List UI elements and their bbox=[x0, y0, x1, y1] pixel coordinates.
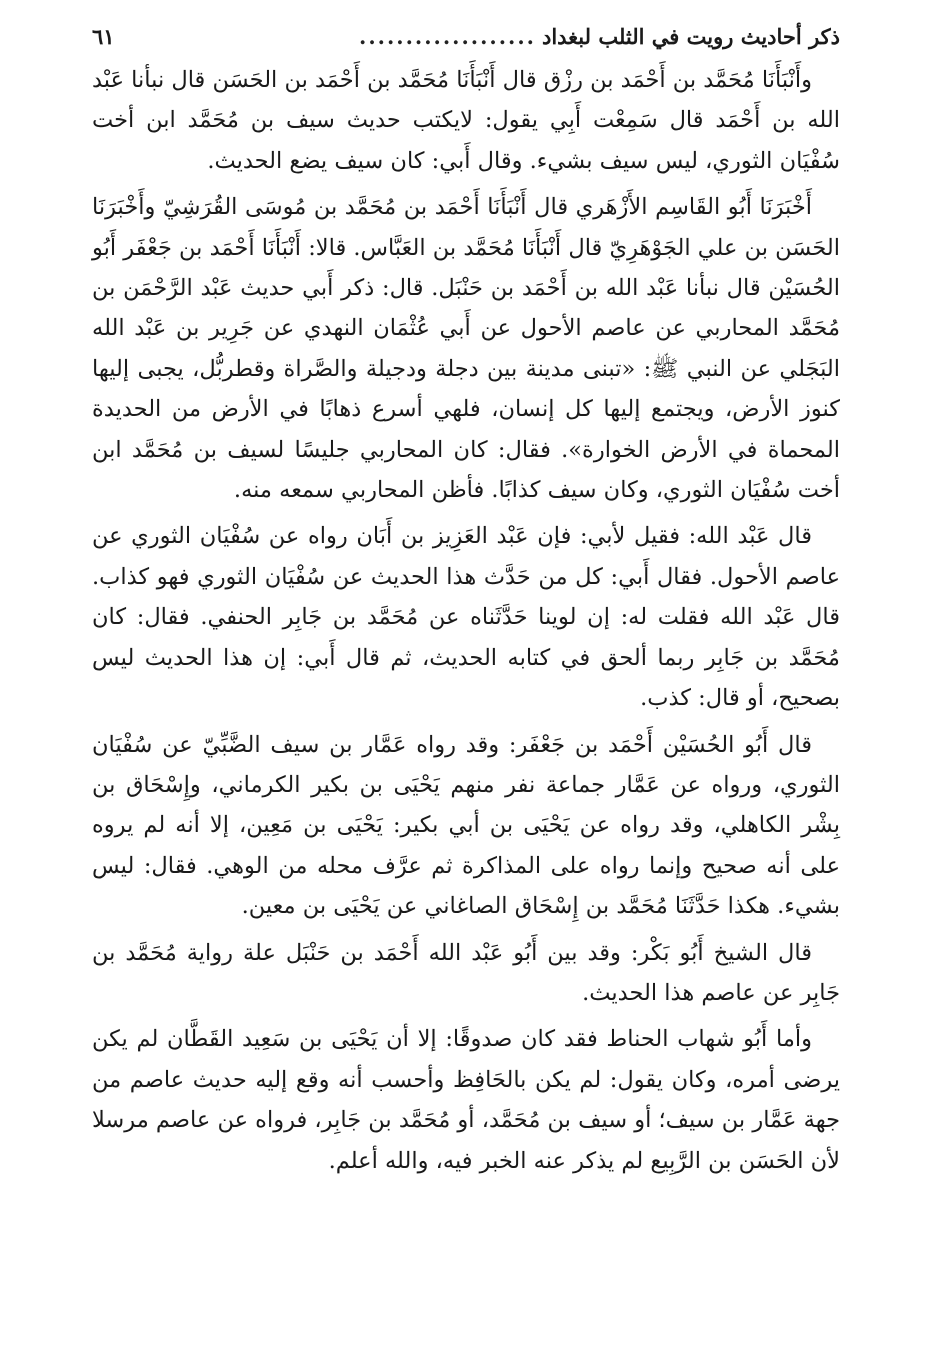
paragraph-2: أَخْبَرَنَا أَبُو القَاسِم الأَزْهَري قال أَنْبَأَنَا أَحْمَد بن مُحَمَّد بن مُوسَى القُرَشِيّ وأَخْبَرَنَا الحَسَن بن علي الجَوْهَرِيّ قال أَنْبَأَنَا مُحَمَّد بن العَبَّاس. قالا: أَنْبَأَنَا أَحْمَد بن جَعْفَر أَبُو الحُسَيْن قال نبأنا عَبْد الله بن أَحْمَد بن حَنْبَل. قال: ذكر أَبي حديث عَبْد الرَّحْمَن بن مُحَمَّد المحاربي عن عاصم الأحول عن أَبي عُثْمَان النهدي عن جَرِير بن عَبْد الله البَجَلي عن النبي ﷺ: «تبنى مدينة بين دجلة ودجيلة والصَّراة وقطربُّل، يجبى إليها كنوز الأرض، ويجتمع إليها كل إنسان، فلهي أسرع ذهابًا في الأرض من الحديدة المحماة في الأرض الخوارة». فقال: كان المحاربي جليسًا لسيف بن مُحَمَّد ابن أخت سُفْيَان الثوري، وكان سيف كذابًا. فأظن المحاربي سمعه منه. bbox=[92, 194, 840, 504]
leader-dots: ................... bbox=[359, 24, 536, 49]
chapter-title: ذكر أحاديث رويت في الثلب لبغداد bbox=[541, 24, 840, 49]
paragraph-3: قال عَبْد الله: فقيل لأبي: فإن عَبْد العَزِيز بن أَبَان رواه عن سُفْيَان الثوري عن عاصم الأحول. فقال أَبي: كل من حَدَّث هذا الحديث عن سُفْيَان الثوري فهو كذاب. قال عَبْد الله فقلت له: إن لوينا حَدَّثَناه عن مُحَمَّد بن جَابِر الحنفي. فقال: كان مُحَمَّد بن جَابِر ربما ألحق في كتابه الحديث، ثم قال أَبي: إن هذا الحديث ليس بصحيح، أو قال: كذب. bbox=[92, 523, 840, 712]
paragraph-1: وأَنْبَأَنَا مُحَمَّد بن أَحْمَد بن رزْق قال أَنْبَأَنَا مُحَمَّد بن أَحْمَد بن الحَسَن قال نبأنا عَبْد الله بن أَحْمَد قال سَمِعْت أَبِي يقول: لايكتب حديث سيف بن مُحَمَّد ابن أخت سُفْيَان الثوري، ليس سيف بشيء. وقال أَبي: كان سيف يضع الحديث. bbox=[92, 67, 840, 174]
paragraph-5: قال الشيخ أَبُو بَكْر: وقد بين أَبُو عَبْد الله أَحْمَد بن حَنْبَل علة رواية مُحَمَّد بن جَابِر عن عاصم هذا الحديث. bbox=[92, 939, 840, 1006]
paragraph-4: قال أَبُو الحُسَيْن أَحْمَد بن جَعْفَر: وقد رواه عَمَّار بن سيف الضَّبِّيّ عن سُفْيَان الثوري، ورواه عن عَمَّار جماعة نفر منهم يَحْيَى بن بكير الكرماني، وإِسْحَاق بن بِشْر الكاهلي، وقد رواه عن يَحْيَى بن أبي بكير: يَحْيَى بن مَعِين، إلا أنه لم يروه على أنه صحيح وإنما رواه على المذاكرة ثم عرَّف محله من الوهي. فقال: ليس بشيء. هكذا حَدَّثَنَا مُحَمَّد بن إِسْحَاق الصاغاني عن يَحْيَى بن معين. bbox=[92, 731, 840, 920]
paragraph-6: وأما أَبُو شهاب الحناط فقد كان صدوقًا: إلا أن يَحْيَى بن سَعِيد القَطَّان لم يكن يرضى أمره، وكان يقول: لم يكن بالحَافِظ وأحسب أنه وقع إليه حديث عاصم من جهة عَمَّار بن سيف؛ أو سيف بن مُحَمَّد، أو مُحَمَّد بن جَابِر، فرواه عن عاصم مرسلا لأن الحَسَن بن الرَّبِيع لم يذكر عنه الخبر فيه، والله أعلم. bbox=[92, 1026, 840, 1174]
page-number: ٦١ bbox=[92, 24, 115, 49]
running-header bbox=[92, 22, 840, 54]
book-page bbox=[92, 22, 840, 1342]
